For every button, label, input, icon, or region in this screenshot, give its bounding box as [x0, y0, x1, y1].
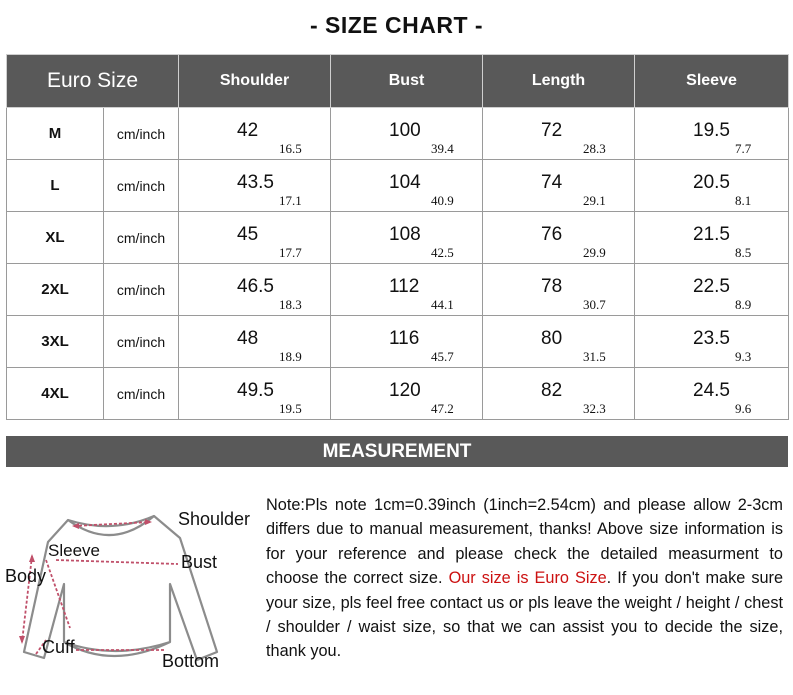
bust-inch-value: 42.5	[431, 245, 454, 260]
shoulder-inch-value: 17.1	[279, 193, 302, 208]
sleeve-inch-value: 8.1	[735, 193, 752, 208]
bust-inch-value: 40.9	[431, 193, 454, 208]
table-row	[7, 368, 789, 420]
length-inch-value: 29.1	[583, 193, 606, 208]
length-cm-value: 76	[541, 224, 563, 245]
size-label: L	[7, 160, 104, 212]
bust-inch-value: 45.7	[431, 349, 454, 364]
shoulder-inch-value: 16.5	[279, 141, 302, 156]
shoulder-cm-value: 49.5	[237, 380, 274, 401]
shoulder-cell	[179, 212, 331, 264]
shoulder-inch-value: 18.3	[279, 297, 302, 312]
label-bust: Bust	[181, 552, 218, 572]
sleeve-cell	[635, 368, 789, 420]
unit-label: cm/inch	[104, 212, 179, 264]
size-label: M	[7, 108, 104, 160]
bust-inch-value: 47.2	[431, 401, 454, 416]
header-length: Length	[483, 55, 635, 108]
sleeve-inch-value: 9.3	[735, 349, 752, 364]
sleeve-cell	[635, 316, 789, 368]
shoulder-cm-value: 42	[237, 120, 259, 141]
note-text-part2: . If you don't make sure your size, pls feel free contact us or pls leave the weight / height / chest / shoulder / waist size, so that we can assist you to decide the size, thank you.	[266, 569, 783, 661]
bust-cm-value: 108	[389, 224, 421, 245]
length-cm-value: 74	[541, 172, 563, 193]
sleeve-inch-value: 7.7	[735, 141, 752, 156]
length-inch-value: 30.7	[583, 297, 606, 312]
sleeve-cm-value: 21.5	[693, 224, 730, 245]
bust-cell	[331, 368, 483, 420]
shoulder-cm-value: 46.5	[237, 276, 274, 297]
shoulder-cell	[179, 108, 331, 160]
table-row	[7, 108, 789, 160]
length-inch-value: 31.5	[583, 349, 606, 364]
table-row	[7, 212, 789, 264]
bust-cell	[331, 264, 483, 316]
length-cm-value: 72	[541, 120, 563, 141]
garment-diagram	[2, 492, 260, 682]
table-row	[7, 160, 789, 212]
bust-inch-value: 39.4	[431, 141, 454, 156]
note-text-part1: Note:Pls note 1cm=0.39inch (1inch=2.54cm) and please allow 2-3cm differs due to manual measurement, thanks! Above size information is for your reference and please check the detailed measurment to choose the correct size.	[266, 496, 783, 588]
bust-cell	[331, 108, 483, 160]
shoulder-cm-value: 48	[237, 328, 259, 349]
length-cm-value: 82	[541, 380, 563, 401]
sleeve-inch-value: 9.6	[735, 401, 752, 416]
shoulder-cm-value: 45	[237, 224, 259, 245]
header-shoulder: Shoulder	[179, 55, 331, 108]
shoulder-inch-value: 17.7	[279, 245, 302, 260]
page-title: - SIZE CHART -	[309, 12, 484, 38]
table-header-row	[7, 55, 789, 108]
unit-label: cm/inch	[104, 264, 179, 316]
header-euro-size: Euro Size	[7, 55, 179, 108]
unit-label: cm/inch	[104, 108, 179, 160]
bust-cm-value: 112	[389, 276, 420, 297]
header-sleeve: Sleeve	[635, 55, 789, 108]
bust-inch-value: 44.1	[431, 297, 454, 312]
size-label: XL	[7, 212, 104, 264]
bust-cm-value: 104	[389, 172, 421, 193]
bust-cell	[331, 160, 483, 212]
sleeve-inch-value: 8.5	[735, 245, 752, 260]
sleeve-cell	[635, 212, 789, 264]
length-cell	[483, 264, 635, 316]
size-label: 3XL	[7, 316, 104, 368]
length-cell	[483, 160, 635, 212]
header-bust: Bust	[331, 55, 483, 108]
bust-cell	[331, 316, 483, 368]
unit-label: cm/inch	[104, 160, 179, 212]
shoulder-cm-value: 43.5	[237, 172, 274, 193]
length-inch-value: 32.3	[583, 401, 606, 416]
sleeve-cell	[635, 264, 789, 316]
length-cell	[483, 108, 635, 160]
label-bottom: Bottom	[162, 651, 220, 671]
length-inch-value: 28.3	[583, 141, 606, 156]
length-inch-value: 29.9	[583, 245, 606, 260]
sleeve-cm-value: 19.5	[693, 120, 730, 141]
measurement-title: MEASUREMENT	[6, 436, 788, 467]
unit-label: cm/inch	[104, 368, 179, 420]
length-cell	[483, 212, 635, 264]
shoulder-cell	[179, 160, 331, 212]
label-shoulder: Shoulder	[178, 509, 251, 529]
sleeve-inch-value: 8.9	[735, 297, 752, 312]
measure-lines	[22, 522, 178, 654]
label-sleeve: Sleeve	[48, 541, 100, 560]
bust-cm-value: 120	[389, 380, 421, 401]
size-chart-table	[6, 54, 789, 420]
bust-cm-value: 116	[389, 328, 420, 349]
sleeve-cm-value: 24.5	[693, 380, 730, 401]
shoulder-cell	[179, 316, 331, 368]
shoulder-cell	[179, 264, 331, 316]
label-body: Body	[5, 566, 47, 586]
shoulder-cell	[179, 368, 331, 420]
measurement-note	[266, 493, 783, 664]
label-cuff: Cuff	[42, 637, 75, 657]
shoulder-inch-value: 19.5	[279, 401, 302, 416]
sleeve-cm-value: 22.5	[693, 276, 730, 297]
sleeve-cell	[635, 160, 789, 212]
shoulder-inch-value: 18.9	[279, 349, 302, 364]
euro-size-highlight: Our size is Euro Size	[448, 569, 607, 588]
length-cell	[483, 316, 635, 368]
size-label: 4XL	[7, 368, 104, 420]
sleeve-cm-value: 20.5	[693, 172, 730, 193]
bust-cm-value: 100	[389, 120, 421, 141]
size-label: 2XL	[7, 264, 104, 316]
length-cm-value: 78	[541, 276, 563, 297]
table-row	[7, 316, 789, 368]
unit-label: cm/inch	[104, 316, 179, 368]
sleeve-cell	[635, 108, 789, 160]
length-cm-value: 80	[541, 328, 563, 349]
length-cell	[483, 368, 635, 420]
table-row	[7, 264, 789, 316]
bust-cell	[331, 212, 483, 264]
sleeve-cm-value: 23.5	[693, 328, 730, 349]
